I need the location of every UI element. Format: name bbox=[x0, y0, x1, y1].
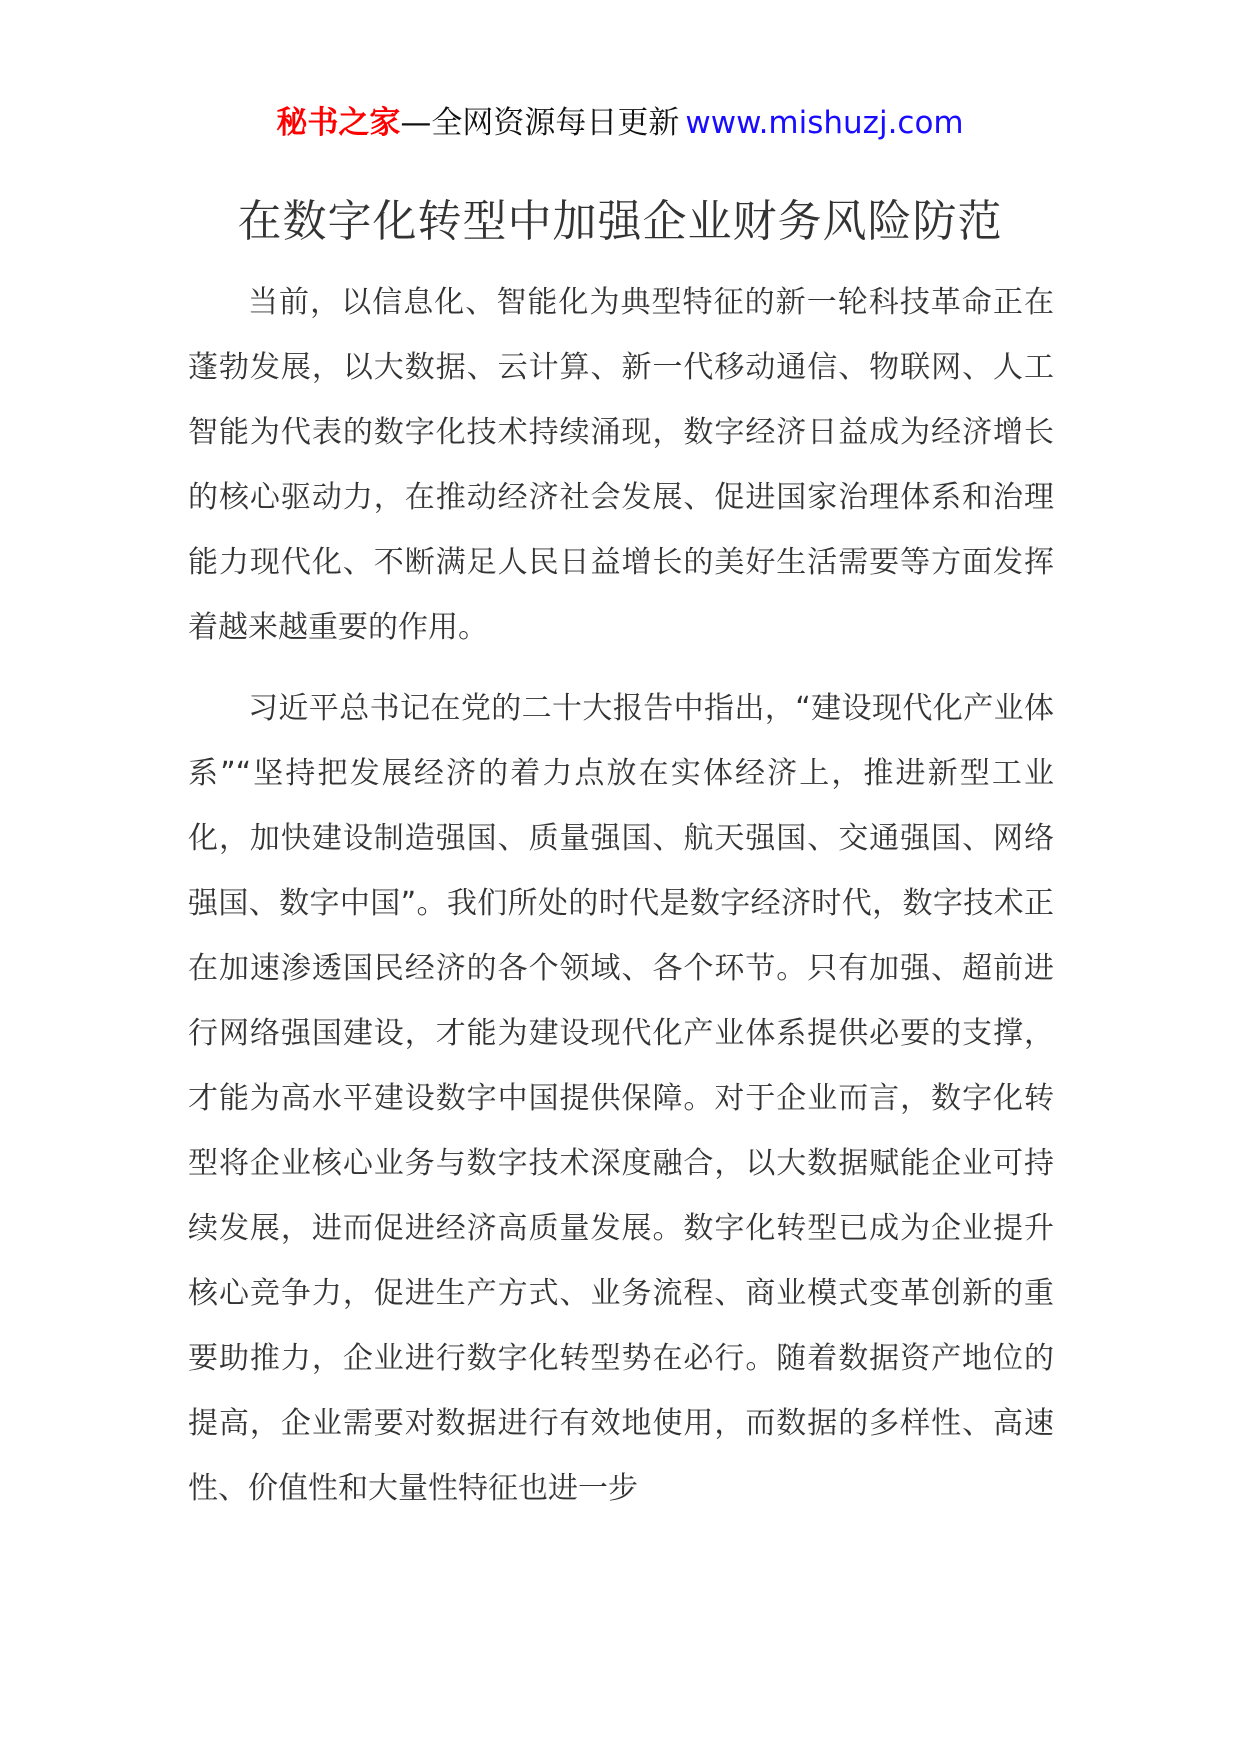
header-tagline: —全网资源每日更新 bbox=[400, 105, 680, 141]
paragraph: 习近平总书记在党的二十大报告中指出，“建设现代化产业体系”“坚持把发展经济的着力点放在实体经济上，推进新型工业化，加快建设制造强国、质量强国、航天强国、交通强国、网络强国、数字中国”。我们所处的时代是数字经济时代，数字技术正在加速渗透国民经济的各个领域、各个环节。只有加强、超前进行网络强国建设，才能为建设现代化产业体系提供必要的支撑，才能为高水平建设数字中国提供保障。对于企业而言，数字化转型将企业核心业务与数字技术深度融合，以大数据赋能企业可持续发展，进而促进经济高质量发展。数字化转型已成为企业提升核心竞争力，促进生产方式、业务流程、商业模式变革创新的重要助推力，企业进行数字化转型势在必行。随着数据资产地位的提高，企业需要对数据进行有效地使用，而数据的多样性、高速性、价值性和大量性特征也进一步 bbox=[188, 691, 1054, 1506]
site-header bbox=[0, 100, 1240, 146]
brand-name: 秘书之家 bbox=[276, 105, 401, 141]
paragraph: 当前，以信息化、智能化为典型特征的新一轮科技革命正在蓬勃发展，以大数据、云计算、新一代移动通信、物联网、人工智能为代表的数字化技术持续涌现，数字经济日益成为经济增长的核心驱动力，在推动经济社会发展、促进国家治理体系和治理能力现代化、不断满足人民日益增长的美好生活需要等方面发挥着越来越重要的作用。 bbox=[188, 285, 1054, 645]
site-url-link[interactable]: www.mishuzj.com bbox=[685, 105, 964, 141]
document-body bbox=[188, 270, 1054, 1537]
document-title: 在数字化转型中加强企业财务风险防范 bbox=[237, 196, 1003, 247]
